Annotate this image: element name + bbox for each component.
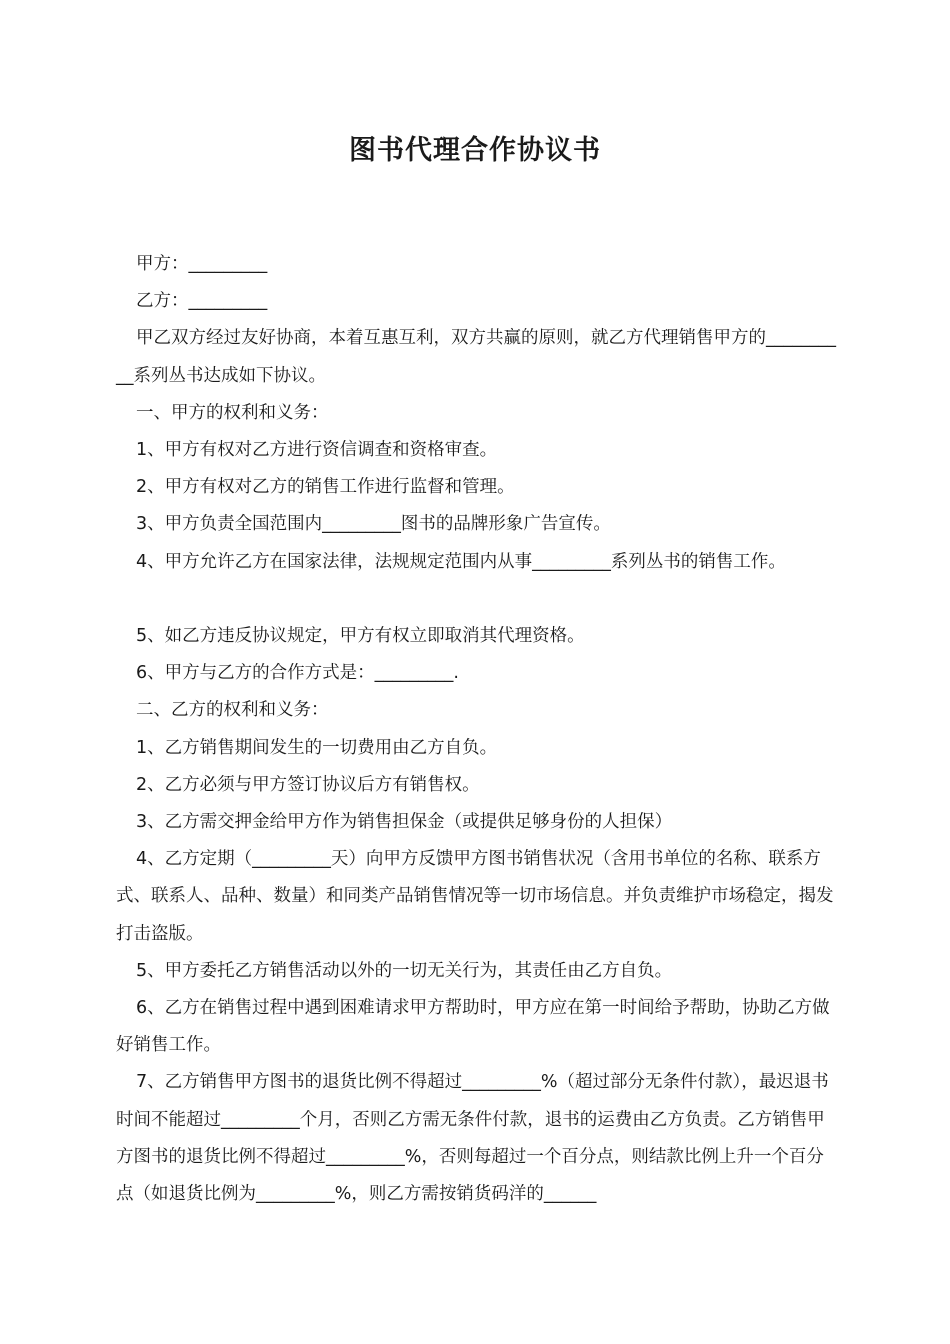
section-heading-party-b: 二、乙方的权利和义务： bbox=[136, 700, 329, 721]
document-body bbox=[116, 246, 838, 1213]
clause-a-3: 3、甲方负责全国范围内_________图书的品牌形象广告宣传。 bbox=[136, 514, 611, 535]
clause-a-6: 6、甲方与乙方的合作方式是：_________. bbox=[136, 663, 459, 684]
clause-a-4: 4、甲方允许乙方在国家法律，法规规定范围内从事_________系列丛书的销售工作。 bbox=[136, 551, 786, 572]
clause-a-5: 5、如乙方违反协议规定，甲方有权立即取消其代理资格。 bbox=[136, 626, 585, 647]
document-title: 图书代理合作协议书 bbox=[349, 135, 601, 166]
preamble-paragraph: 甲乙双方经过友好协商，本着互惠互利，双方共赢的原则，就乙方代理销售甲方的__________系列丛书达成如下协议。 bbox=[116, 328, 836, 386]
clause-b-4: 4、乙方定期（_________天）向甲方反馈甲方图书销售状况（含用书单位的名称、联系方式、联系人、品种、数量）和同类产品销售情况等一切市场信息。并负责维护市场稳定，揭发打击盗版。 bbox=[116, 849, 834, 944]
clause-a-2: 2、甲方有权对乙方的销售工作进行监督和管理。 bbox=[136, 477, 515, 498]
clause-b-7: 7、乙方销售甲方图书的退货比例不得超过_________%（超过部分无条件付款），最迟退书时间不能超过_________个月，否则乙方需无条件付款，退书的运费由乙方负责。乙方销售甲方图书的退货比例不得超过_________%，否则每超过一个百分点，则结款比例上升一个百分点（如退货比例为_________%，则乙方需按销货码洋的______ bbox=[116, 1072, 829, 1205]
clause-a-1: 1、甲方有权对乙方进行资信调查和资格审查。 bbox=[136, 440, 498, 461]
section-heading-party-a: 一、甲方的权利和义务： bbox=[136, 402, 329, 423]
clause-b-3: 3、乙方需交押金给甲方作为销售担保金（或提供足够身份的人担保） bbox=[136, 812, 673, 833]
party-b-line: 乙方：_________ bbox=[136, 291, 268, 312]
clause-b-5: 5、甲方委托乙方销售活动以外的一切无关行为，其责任由乙方自负。 bbox=[136, 960, 673, 981]
clause-b-6: 6、乙方在销售过程中遇到困难请求甲方帮助时，甲方应在第一时间给予帮助，协助乙方做好销售工作。 bbox=[116, 998, 830, 1056]
clause-b-1: 1、乙方销售期间发生的一切费用由乙方自负。 bbox=[136, 737, 498, 758]
blank-line bbox=[116, 581, 838, 618]
clause-b-2: 2、乙方必须与甲方签订协议后方有销售权。 bbox=[136, 774, 480, 795]
party-a-line: 甲方：_________ bbox=[136, 254, 268, 274]
